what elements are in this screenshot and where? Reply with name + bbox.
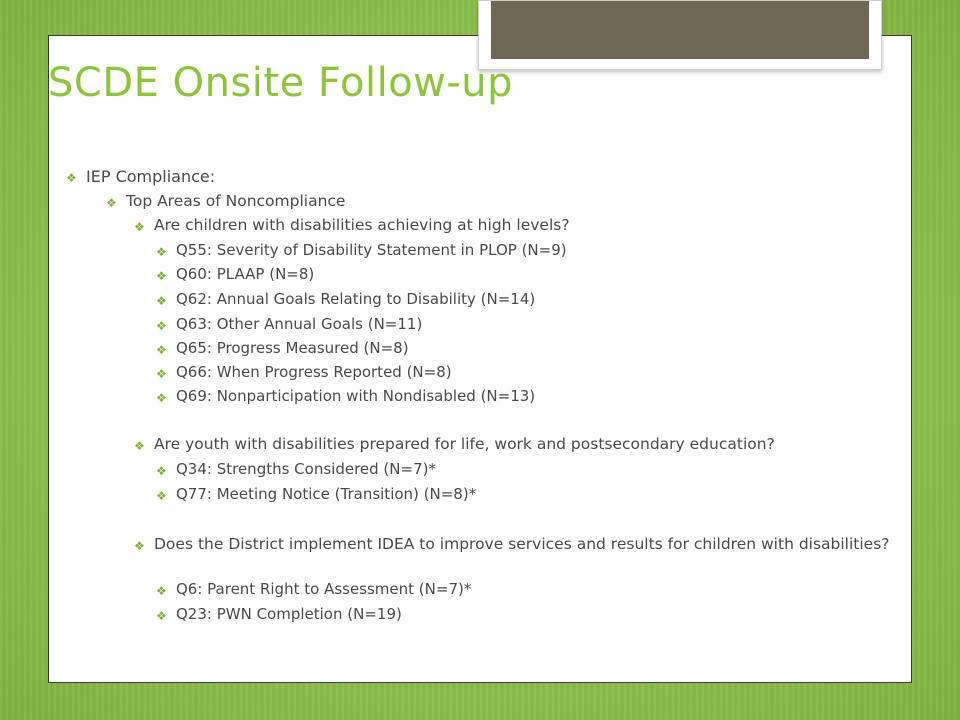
item-bullet — [156, 460, 436, 480]
item-bullet — [156, 339, 409, 359]
diamond-bullet-icon: ❖ — [156, 245, 167, 259]
diamond-bullet-icon: ❖ — [156, 294, 167, 308]
bullet-text: Top Areas of Noncompliance — [126, 192, 346, 210]
question-bullet — [134, 535, 894, 555]
diamond-bullet-icon: ❖ — [134, 220, 145, 234]
diamond-bullet-icon: ❖ — [66, 171, 77, 185]
bullet-text: Does the District implement IDEA to improve services and results for children with disabilities? — [154, 535, 890, 553]
diamond-bullet-icon: ❖ — [106, 196, 117, 210]
diamond-bullet-icon: ❖ — [156, 464, 167, 478]
bullet-text: Q77: Meeting Notice (Transition) (N=8)* — [176, 485, 477, 503]
bullet-text: Q65: Progress Measured (N=8) — [176, 339, 409, 357]
item-bullet — [156, 265, 314, 285]
item-bullet — [156, 387, 535, 407]
item-bullet — [156, 290, 535, 310]
item-bullet — [156, 485, 476, 505]
bullet-text: Q69: Nonparticipation with Nondisabled (N=13) — [176, 387, 536, 405]
diamond-bullet-icon: ❖ — [134, 539, 145, 553]
slide-title: SCDE Onsite Follow-up — [48, 60, 514, 106]
item-bullet — [156, 605, 402, 625]
bullet-text: Q23: PWN Completion (N=19) — [176, 605, 402, 623]
question-bullet — [134, 435, 894, 455]
question-bullet — [134, 216, 894, 236]
item-bullet — [156, 363, 452, 383]
bullet-text: Are children with disabilities achieving at high levels? — [154, 216, 570, 234]
bullet-text: Q6: Parent Right to Assessment (N=7)* — [176, 580, 472, 598]
bullet-text: Q34: Strengths Considered (N=7)* — [176, 460, 436, 478]
bullet-text: Q63: Other Annual Goals (N=11) — [176, 315, 423, 333]
diamond-bullet-icon: ❖ — [156, 391, 167, 405]
bullet-text: Are youth with disabilities prepared for life, work and postsecondary education? — [154, 435, 775, 453]
diamond-bullet-icon: ❖ — [156, 584, 167, 598]
diamond-bullet-icon: ❖ — [134, 439, 145, 453]
diamond-bullet-icon: ❖ — [156, 367, 167, 381]
bullet-text: Q62: Annual Goals Relating to Disability (N=14) — [176, 290, 536, 308]
diamond-bullet-icon: ❖ — [156, 343, 167, 357]
bullet-level2 — [106, 192, 345, 212]
diamond-bullet-icon: ❖ — [156, 269, 167, 283]
item-bullet — [156, 241, 567, 261]
diamond-bullet-icon: ❖ — [156, 319, 167, 333]
bullet-level1 — [66, 167, 215, 187]
diamond-bullet-icon: ❖ — [156, 489, 167, 503]
bullet-text: Q55: Severity of Disability Statement in PLOP (N=9) — [176, 241, 567, 259]
bullet-text: Q60: PLAAP (N=8) — [176, 265, 315, 283]
bullet-text: Q66: When Progress Reported (N=8) — [176, 363, 452, 381]
item-bullet — [156, 580, 471, 600]
bullet-text: IEP Compliance: — [86, 167, 216, 186]
diamond-bullet-icon: ❖ — [156, 609, 167, 623]
item-bullet — [156, 315, 422, 335]
